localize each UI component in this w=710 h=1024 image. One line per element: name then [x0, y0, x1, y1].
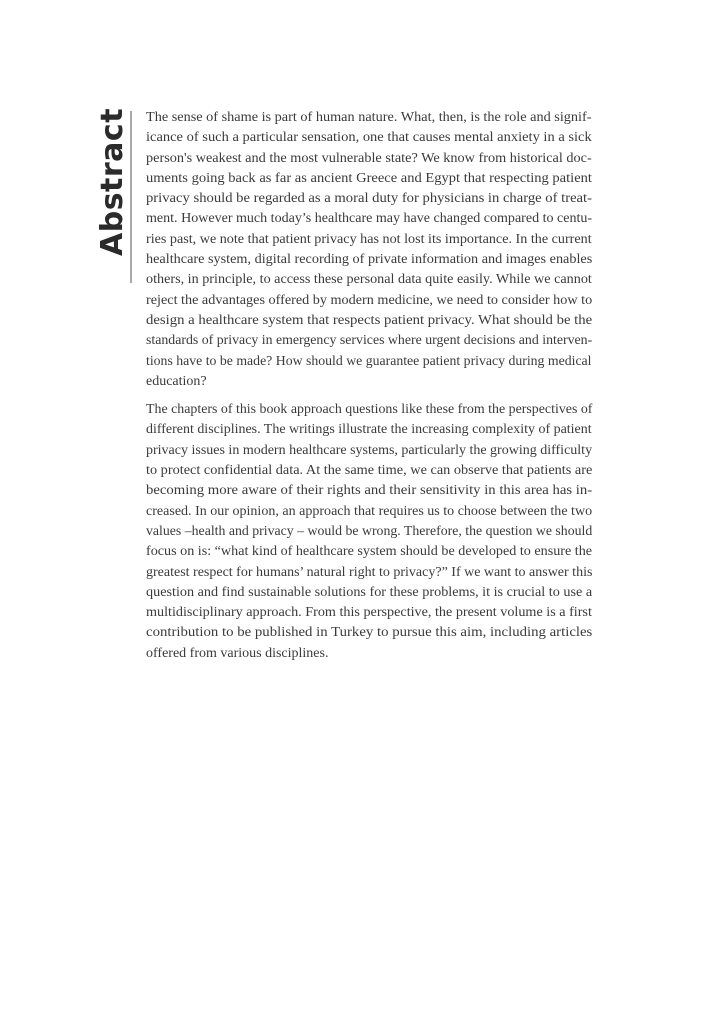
text-line: privacy issues in modern healthcare systems, particularly the growing difficulty [146, 442, 593, 458]
section-heading-block [95, 107, 130, 257]
abstract-body [146, 108, 592, 664]
text-line: different disciplines. The writings illustrate the increasing complexity of patient [146, 422, 592, 438]
text-line: uments going back as far as ancient Greece and Egypt that respecting patient [146, 170, 592, 186]
text-line: contribution to be published in Turkey to pursue this aim, including articles [146, 625, 593, 641]
heading-rule [130, 111, 132, 283]
text-line: The chapters of this book approach questions like these from the perspectives of [146, 402, 593, 418]
paragraph [146, 108, 592, 392]
text-line: education? [146, 373, 207, 389]
text-line: others, in principle, to access these personal data quite easily. While we cannot [146, 272, 592, 288]
text-line: ries past, we note that patient privacy has not lost its importance. In the current [146, 231, 592, 247]
text-line: multidisciplinary approach. From this perspective, the present volume is a first [146, 605, 592, 621]
text-line: icance of such a particular sensation, one that causes mental anxiety in a sick [146, 130, 592, 146]
text-line: creased. In our opinion, an approach that requires us to choose between the two [146, 503, 593, 519]
text-line: ment. However much today’s healthcare may have changed compared to centu- [146, 211, 593, 227]
text-line: to protect confidential data. At the same time, we can observe that patients are [146, 463, 593, 479]
text-line: becoming more aware of their rights and their sensitivity in this area has in- [146, 483, 593, 499]
text-line: greatest respect for humans’ natural right to privacy?” If we want to answer this [146, 564, 593, 580]
section-heading: Abstract [95, 107, 130, 256]
text-line: design a healthcare system that respects patient privacy. What should be the [146, 312, 593, 328]
text-line: privacy should be regarded as a moral duty for physicians in charge of treat- [146, 191, 592, 207]
text-line: person's weakest and the most vulnerable state? We know from historical doc- [146, 150, 592, 166]
text-line: healthcare system, digital recording of private information and images enables [146, 252, 593, 268]
text-line: The sense of shame is part of human nature. What, then, is the role and signif- [146, 110, 592, 125]
text-line: focus on is: “what kind of healthcare system should be developed to ensure the [146, 544, 593, 560]
text-line: reject the advantages offered by modern medicine, we need to consider how to [146, 292, 593, 308]
paragraph [146, 400, 592, 664]
text-line: offered from various disciplines. [146, 645, 329, 661]
text-line: tions have to be made? How should we guarantee patient privacy during medical [146, 353, 592, 369]
text-line: values –health and privacy – would be wrong. Therefore, the question we should [146, 523, 593, 539]
text-line: question and find sustainable solutions for these problems, it is crucial to use a [146, 584, 593, 600]
text-line: standards of privacy in emergency services where urgent decisions and interven- [146, 333, 593, 349]
